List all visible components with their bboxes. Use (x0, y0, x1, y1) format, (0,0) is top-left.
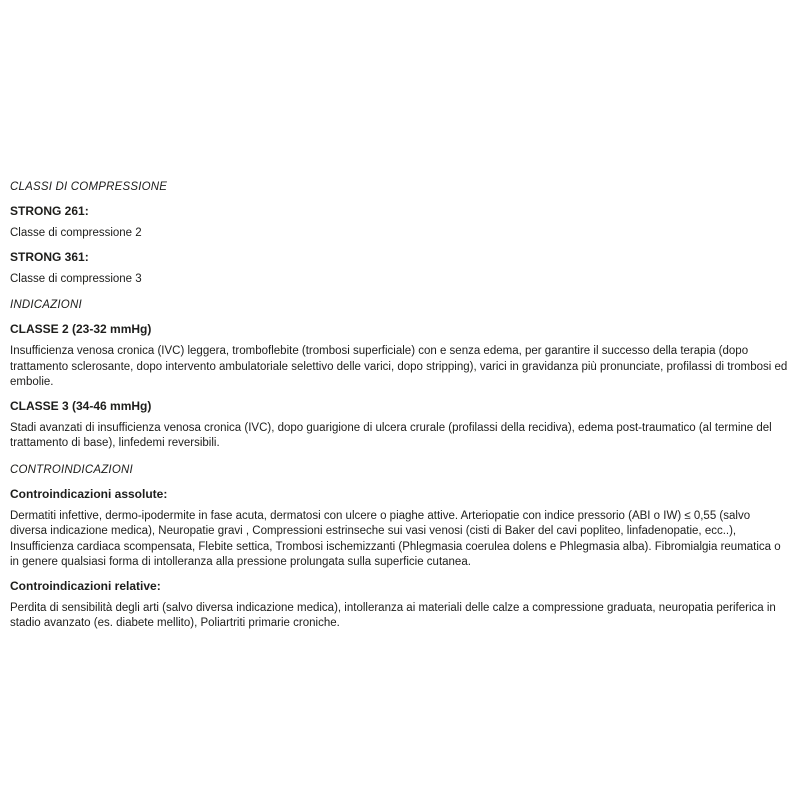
section-heading-indicazioni: INDICAZIONI (10, 299, 82, 311)
section-heading-classi-di-compressione: CLASSI DI COMPRESSIONE (10, 181, 168, 193)
section-heading-controindicazioni: CONTROINDICAZIONI (10, 463, 133, 476)
controindicazioni-assolute-text: Dermatiti infettive, dermo-ipodermite in fase acuta, dermatosi con ulcere o piaghe attive. Arteriopatie con indice pressorio (ABI o IW) ≤ 0,55 (salvo diversa indicazione medica), Neuropatie gravi , Compressioni estrinseche sui vasi venosi (cisti di Baker del cavi popliteo, linfadenopatie, ecc..), Insufficienza cardiaca scompensata, Flebite settica, Trombosi ischemizzanti (Phlegmasia coerulea dolens e Phlegmasia alba). Fibromialgia reumatica o in genere qualsiasi forma di intolleranza alla pressione prolungata sulla superficie cutanea. (10, 509, 781, 568)
classe-2-label: CLASSE 2 (23-32 mmHg) (10, 322, 152, 336)
classe-2-text: Insufficienza venosa cronica (IVC) leggera, tromboflebite (trombosi superficiale) con e senza edema, per garantire il successo della terapia (dopo trattamento sclerosante, dopo intervento ambulatoriale selettivo delle varici, dopo stripping), varici in gravidanza più pronunciate, profilassi di trombosi ed embolie. (10, 345, 788, 388)
strong-261-text: Classe di compressione 2 (10, 227, 142, 239)
classe-3-text: Stadi avanzati di insufficienza venosa cronica (IVC), dopo guarigione di ulcera crurale (profilassi della recidiva), edema post-traumatico (al termine del trattamento di base), linfedemi reversibili. (10, 421, 772, 449)
strong-361-label: STRONG 361: (10, 249, 89, 264)
controindicazioni-assolute-label: Controindicazioni assolute: (10, 486, 168, 501)
section-indicazioni (10, 298, 790, 452)
strong-261-label: STRONG 261: (10, 204, 89, 218)
classe-3-label: CLASSE 3 (34-46 mmHg) (10, 398, 152, 413)
section-classi-di-compressione (10, 180, 790, 287)
section-controindicazioni (10, 463, 790, 632)
controindicazioni-relative-label: Controindicazioni relative: (10, 578, 161, 593)
controindicazioni-relative-text: Perdita di sensibilità degli arti (salvo diversa indicazione medica), intolleranza ai materiali delle calze a compressione graduata, neuropatia periferica in stadio avanzato (es. diabete mellito), Poliartriti primarie croniche. (10, 601, 776, 629)
strong-361-text: Classe di compressione 3 (10, 272, 142, 285)
